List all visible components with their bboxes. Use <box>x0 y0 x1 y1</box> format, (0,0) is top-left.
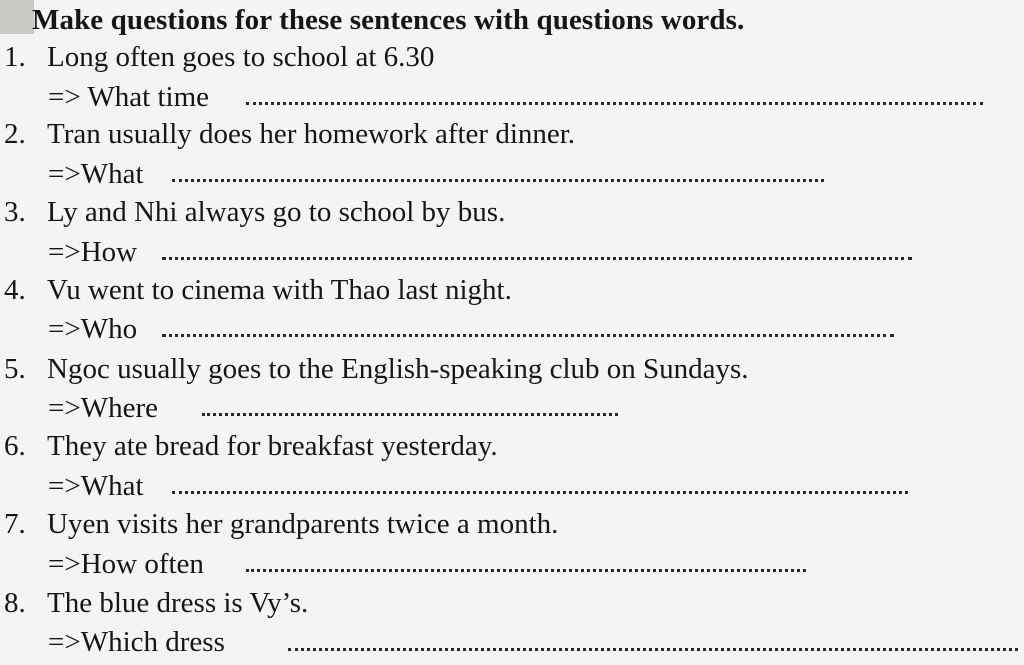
item-sentence: Tran usually does her homework after dinner. <box>47 118 576 150</box>
item-number: 1. <box>4 41 26 73</box>
answer-line[interactable] <box>172 179 824 182</box>
answer-line[interactable] <box>162 334 894 337</box>
item-prompt: => What time <box>48 81 210 113</box>
answer-line[interactable] <box>172 491 908 494</box>
item-prompt: =>What <box>48 470 144 502</box>
item-sentence: Vu went to cinema with Thao last night. <box>47 274 512 306</box>
item-number: 2. <box>4 118 26 150</box>
item-number: 4. <box>4 274 26 306</box>
item-prompt: =>Where <box>48 392 158 424</box>
answer-line[interactable] <box>246 569 806 572</box>
answer-line[interactable] <box>246 102 983 105</box>
item-number: 5. <box>4 353 26 385</box>
item-prompt: =>How <box>48 236 138 268</box>
page-corner-shadow <box>0 0 34 34</box>
item-number: 7. <box>4 508 26 540</box>
item-sentence: Ngoc usually goes to the English-speaking club on Sundays. <box>47 353 749 385</box>
item-prompt: =>Who <box>48 313 138 345</box>
item-prompt: =>Which dress <box>48 626 225 658</box>
item-number: 8. <box>4 587 26 619</box>
answer-line[interactable] <box>288 648 1018 651</box>
item-number: 6. <box>4 430 26 462</box>
item-prompt: =>How often <box>48 548 204 580</box>
item-sentence: Long often goes to school at 6.30 <box>47 41 435 73</box>
item-sentence: They ate bread for breakfast yesterday. <box>47 430 498 462</box>
item-number: 3. <box>4 196 26 228</box>
worksheet-title: Make questions for these sentences with questions words. <box>32 4 745 36</box>
answer-line[interactable] <box>162 257 912 260</box>
item-prompt: =>What <box>48 158 144 190</box>
answer-line[interactable] <box>202 413 618 416</box>
item-sentence: Ly and Nhi always go to school by bus. <box>47 196 506 228</box>
item-sentence: Uyen visits her grandparents twice a month. <box>47 508 559 540</box>
item-sentence: The blue dress is Vy’s. <box>47 587 309 619</box>
